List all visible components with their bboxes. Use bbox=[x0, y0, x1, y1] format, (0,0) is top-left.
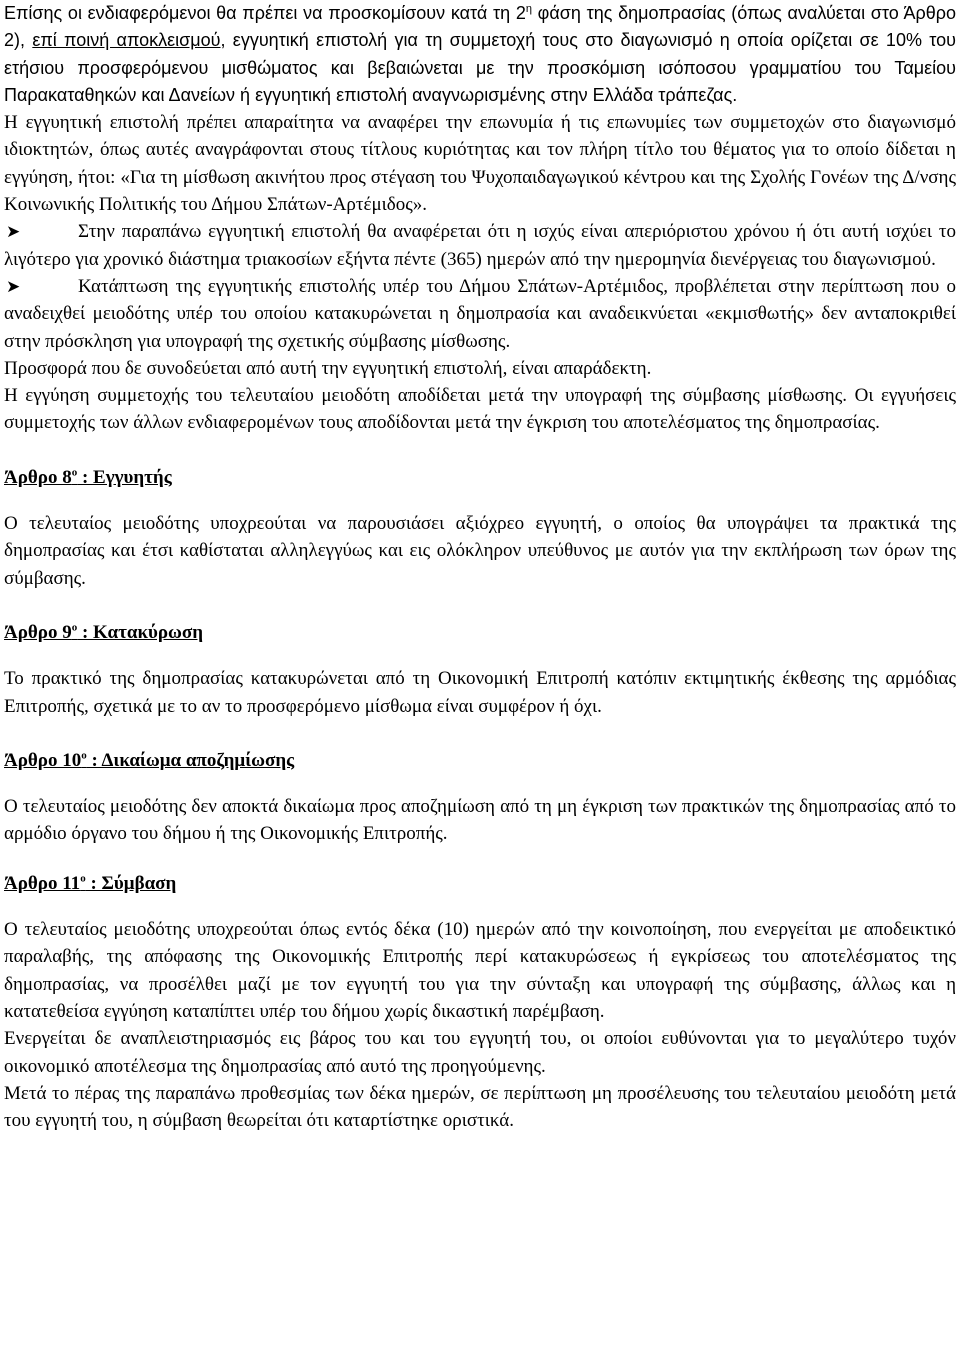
superscript: ο bbox=[80, 872, 86, 885]
article-11-heading bbox=[4, 870, 956, 897]
superscript: ο bbox=[71, 621, 78, 634]
arrowhead-bullet-icon: ➤ bbox=[6, 276, 21, 296]
article-9-heading bbox=[4, 619, 956, 646]
article-11-body-1: Ο τελευταίος μειοδότης υποχρεούται όπως εντός δέκα (10) ημερών από την κοινοποίηση, που ενεργείται με αποδεικτικό παραλαβής, της απόφασης της Οικονομικής Επιτροπής περί κατακυρώσεως ή εγκρίσεως του αποτελέσματος της δημοπρασίας, να προσέλθει μαζί με τον εγγυητή του για την σύνταξη και υπογραφή της σύμβασης, άλλως και η κατατεθείσα εγγύηση καταπίπτει υπέρ του δήμου χωρίς δικαστική παρέμβαση. bbox=[4, 919, 956, 1022]
superscript: ο bbox=[81, 749, 87, 762]
article-9-body: Το πρακτικό της δημοπρασίας κατακυρώνεται από τη Οικονομική Επιτροπή κατόπιν εκτιμητικής έκθεσης της αρμόδιας Επιτροπής, σχετικά με το αν το προσφερόμενο μίσθωμα είναι συμφέρον ή όχι. bbox=[4, 668, 956, 717]
guarantee-requirements-paragraph: Η εγγυητική επιστολή πρέπει απαραίτητα να αναφέρει την επωνυμία ή τις επωνυμίες των συμμετοχών στο διαγωνισμό ιδιοκτητών, όπως αυτές αναγράφονται στους τίτλους κυριότητας και τον πλήρη τίτλο του θέματος για το οποίο δίδεται η εγγύηση, ήτοι: «Για τη μίσθωση ακινήτου προς στέγαση του Ψυχοπαιδαγωγικού κέντρου και της Σχολής Γονέων της Δ/νσης Κοινωνικής Πολιτικής του Δήμου Σπάτων-Αρτέμιδος». bbox=[4, 112, 956, 216]
intro-paragraph-1 bbox=[4, 0, 956, 109]
superscript: ο bbox=[71, 466, 78, 479]
bullet-item-validity bbox=[4, 218, 956, 273]
article-11-body-3: Μετά το πέρας της παραπάνω προθεσμίας των δέκα ημερών, σε περίπτωση μη προσέλευσης του τελευταίου μειοδότη μετά του εγγυητή του, η σύμβαση θεωρείται ότι καταρτίστηκε οριστικά. bbox=[4, 1082, 956, 1132]
intro-text-c: , εγγυητική επιστολή για τη συμμετοχή τους στο διαγωνισμό η οποία ορίζεται σε 10% του ετήσιου προσφερόμενου μισθώματος και βεβαιώνεται με την προσκόμιση ισόποσου γραμματίου του Ταμείου Παρακαταθηκών και Δανείων ή εγγυητική επιστολή αναγνωρισμένης στην Ελλάδα τράπεζας. bbox=[4, 30, 956, 105]
bullet-text: Στην παραπάνω εγγυητική επιστολή θα αναφέρεται ότι η ισχύς είναι απεριόριστου χρόνου ή ότι αυτή ισχύει το λιγότερο για χρονικό διάστημα τριακοσίων εξήντα πέντε (365) ημερών από την ημερομηνία διενέργειας του διαγωνισμού. bbox=[4, 221, 956, 270]
article-10-body: Ο τελευταίος μειοδότης δεν αποκτά δικαίωμα προς αποζημίωση από τη μη έγκριση των πρακτικών της δημοπρασίας από το αρμόδιο όργανο του δήμου ή της Οικονομικής Επιτροπής. bbox=[4, 796, 956, 845]
arrowhead-bullet-icon: ➤ bbox=[6, 222, 21, 242]
heading-text: : Σύμβαση bbox=[85, 872, 177, 894]
article-10-heading bbox=[4, 747, 956, 774]
bullet-item-forfeiture bbox=[4, 273, 956, 355]
bullet-text: Κατάπτωση της εγγυητικής επιστολής υπέρ του Δήμου Σπάτων-Αρτέμιδος, προβλέπεται στην περίπτωση που ο αναδειχθεί μειοδότης υπέρ του οποίου κατακυρώνεται η δημοπρασία και αναδεικνύεται «εκμισθωτής» δεν ανταποκριθεί στην πρόσκληση για υπογραφή της σχετικής σύμβασης μίσθωσης. bbox=[4, 275, 956, 352]
superscript: η bbox=[525, 3, 532, 15]
heading-text: : Δικαίωμα αποζημίωσης bbox=[86, 749, 295, 771]
unacceptable-offer-paragraph: Προσφορά που δε συνοδεύεται από αυτή την εγγυητική επιστολή, είναι απαράδεκτη. bbox=[4, 357, 652, 379]
intro-text-b: φάση της δημοπρασίας (όπως αναλύεται στο Άρθρο 2), bbox=[4, 3, 956, 51]
article-8-heading bbox=[4, 464, 956, 491]
underlined-phrase: επί ποινή αποκλεισμού bbox=[32, 30, 221, 51]
article-11-body-2: Ενεργείται δε αναπλειστηριασμός εις βάρος του και του εγγυητή του, οι οποίοι ευθύνονται για το μεγαλύτερο τυχόν οικονομικό αποτέλεσμα της δημοπρασίας από αυτό της προηγούμενης. bbox=[4, 1028, 956, 1077]
intro-text-a: Επίσης οι ενδιαφερόμενοι θα πρέπει να προσκομίσουν κατά τη 2 bbox=[4, 3, 526, 23]
heading-text: Άρθρο 8 bbox=[4, 466, 72, 488]
article-8-body: Ο τελευταίος μειοδότης υποχρεούται να παρουσιάσει αξιόχρεο εγγυητή, ο οποίος θα υπογράψει τα πρακτικά της δημοπρασίας και έτσι καθίσταται αλληλεγγύως και εις ολόκληρον υπεύθυνος με αυτόν για την εκπλήρωση των όρων της σύμβασης. bbox=[4, 513, 956, 589]
heading-text: Άρθρο 11 bbox=[4, 872, 81, 894]
heading-text: Άρθρο 9 bbox=[4, 621, 72, 643]
heading-text: : Εγγυητής bbox=[77, 466, 172, 488]
heading-text: Άρθρο 10 bbox=[4, 749, 82, 771]
guarantee-return-paragraph: Η εγγύηση συμμετοχής του τελευταίου μειοδότη αποδίδεται μετά την υπογραφή της σύμβασης μίσθωσης. Οι εγγυήσεις συμμετοχής των άλλων ενδιαφερομένων τους αποδίδονται μετά την έγκριση του αποτελέσματος της δημοπρασίας. bbox=[4, 385, 956, 434]
heading-text: : Κατακύρωση bbox=[77, 621, 204, 643]
